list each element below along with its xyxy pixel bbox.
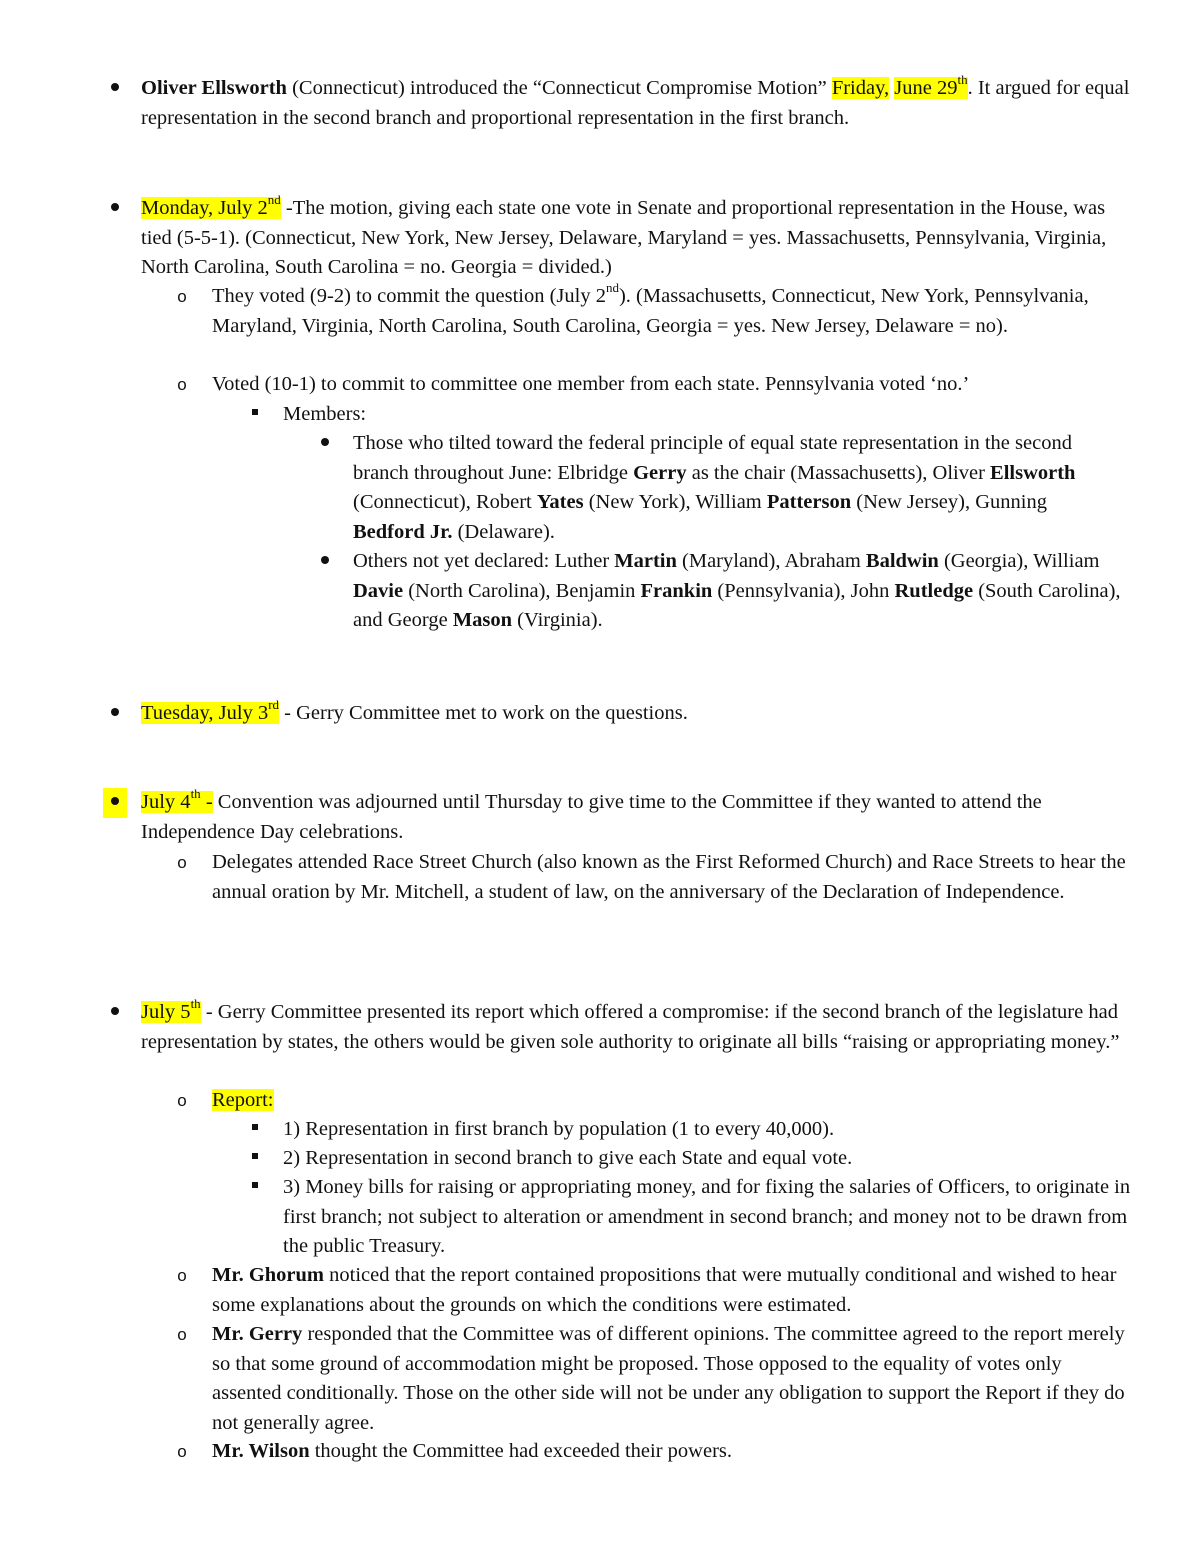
sub-list-item bbox=[177, 1261, 1132, 1320]
sub-sub-list-item bbox=[283, 1115, 1133, 1145]
bullet-disc-icon bbox=[103, 998, 127, 1028]
date-highlight: July 5th bbox=[141, 996, 201, 1023]
sub-list-item bbox=[177, 848, 1132, 907]
date-highlight: July 4th - bbox=[141, 786, 213, 813]
date-highlight: Friday, bbox=[831, 77, 890, 99]
name-bold: Oliver Ellsworth bbox=[141, 77, 287, 99]
item-text: Others not yet declared: Luther Martin (Maryland), Abraham Baldwin (Georgia), William Davie (North Carolina), Benjamin Frankin (Pennsylvania), John Rutledge (South Carolina), and George Mason (Virginia). bbox=[353, 550, 1121, 631]
bullet-circle-icon: o bbox=[177, 287, 187, 306]
nested-list-item bbox=[353, 429, 1123, 547]
list-item bbox=[141, 194, 1131, 283]
bullet-circle-icon: o bbox=[177, 375, 187, 394]
bullet-circle-icon: o bbox=[177, 1325, 187, 1344]
sub-list-item bbox=[177, 280, 1132, 341]
bullet-disc-icon bbox=[103, 74, 127, 104]
bullet-square-icon bbox=[243, 1173, 267, 1203]
item-text: Those who tilted toward the federal principle of equal state representation in the second branch throughout June: Elbridge Gerry as the chair (Massachusetts), Oliver Ellsworth (Connecticut), Robert Yates (New York), William Patterson (New Jersey), Gunning Bedford Jr. (Delaware). bbox=[353, 432, 1076, 543]
sub-list-item bbox=[177, 1320, 1132, 1438]
bullet-disc-icon bbox=[103, 194, 127, 224]
item-text bbox=[212, 1086, 1132, 1116]
item-text: Mr. Ghorum noticed that the report contained propositions that were mutually conditional and wished to hear some explanations about the grounds on which the conditions were estimated. bbox=[212, 1264, 1117, 1316]
sub-list-item bbox=[177, 1437, 1132, 1467]
date-highlight: Tuesday, July 3rd bbox=[141, 697, 280, 724]
list-item bbox=[141, 74, 1131, 133]
item-text: July 5th - Gerry Committee presented its report which offered a compromise: if the second branch of the legislature had representation by states, the others would be given sole authority to originate all bills “raising or appropriating money.” bbox=[141, 996, 1120, 1053]
bullet-disc-icon bbox=[313, 429, 337, 459]
sub-sub-list-item bbox=[283, 1144, 1133, 1174]
item-text: Mr. Wilson thought the Committee had exceeded their powers. bbox=[212, 1440, 733, 1462]
item-text: 3) Money bills for raising or appropriating money, and for fixing the salaries of Officers, to originate in first branch; not subject to alteration or amendment in second branch; and money not to be drawn from the public Treasury. bbox=[283, 1176, 1131, 1257]
date-highlight: June 29th bbox=[894, 72, 968, 99]
item-text: July 4th - Convention was adjourned until Thursday to give time to the Committee if they wanted to attend the Independence Day celebrations. bbox=[141, 786, 1042, 843]
list-item bbox=[141, 788, 1131, 847]
bullet-square-icon bbox=[243, 400, 267, 430]
item-text: They voted (9-2) to commit the question (July 2nd). (Massachusetts, Connecticut, New York, Pennsylvania, Maryland, Virginia, North Carolina, South Carolina, Georgia = yes. New Jersey, Delaware = no). bbox=[212, 280, 1089, 337]
nested-list-item bbox=[353, 547, 1123, 636]
item-text: Monday, July 2nd -The motion, giving each state one vote in Senate and proportional representation in the House, was tied (5-5-1). (Connecticut, New York, New Jersey, Delaware, Maryland = yes. Massachusetts, Pennsylvania, Virginia, North Carolina, South Carolina = no. Georgia = divided.) bbox=[141, 192, 1107, 278]
list-item bbox=[141, 699, 1131, 729]
bullet-disc-icon bbox=[103, 788, 127, 818]
bullet-disc-icon bbox=[313, 547, 337, 577]
date-highlight: Monday, July 2nd bbox=[141, 192, 281, 219]
bullet-square-icon bbox=[243, 1115, 267, 1145]
item-text: Tuesday, July 3rd - Gerry Committee met to work on the questions. bbox=[141, 697, 688, 724]
bullet-circle-icon: o bbox=[177, 1442, 187, 1461]
item-text: 1) Representation in first branch by population (1 to every 40,000). bbox=[283, 1118, 835, 1140]
bullet-circle-icon: o bbox=[177, 853, 187, 872]
item-text: Members: bbox=[283, 403, 367, 425]
list-item bbox=[141, 998, 1131, 1057]
bullet-disc-icon bbox=[103, 699, 127, 729]
sub-sub-list-item bbox=[283, 400, 1133, 430]
item-text: Voted (10-1) to commit to committee one member from each state. Pennsylvania voted ‘no.’ bbox=[212, 373, 970, 395]
item-text: Mr. Gerry responded that the Committee was of different opinions. The committee agreed to the report merely so that some ground of accommodation might be proposed. Those opposed to the equality of votes only assented conditionally. Those on the other side will not be under any obligation to support the Report if they do not generally agree. bbox=[212, 1323, 1125, 1434]
sub-list-item bbox=[177, 1086, 1132, 1116]
report-highlight: Report: bbox=[212, 1089, 274, 1111]
item-text: Oliver Ellsworth (Connecticut) introduced the “Connecticut Compromise Motion” Friday, June 29th. It argued for equal representation in the second branch and proportional representation in the first branch. bbox=[141, 72, 1130, 129]
sub-sub-list-item bbox=[283, 1173, 1133, 1262]
item-text: Delegates attended Race Street Church (also known as the First Reformed Church) and Race Streets to hear the annual oration by Mr. Mitchell, a student of law, on the anniversary of the Declaration of Independence. bbox=[212, 851, 1126, 903]
item-text: 2) Representation in second branch to give each State and equal vote. bbox=[283, 1147, 853, 1169]
bullet-circle-icon: o bbox=[177, 1266, 187, 1285]
sub-list-item bbox=[177, 370, 1132, 400]
bullet-circle-icon: o bbox=[177, 1091, 187, 1110]
bullet-square-icon bbox=[243, 1144, 267, 1174]
